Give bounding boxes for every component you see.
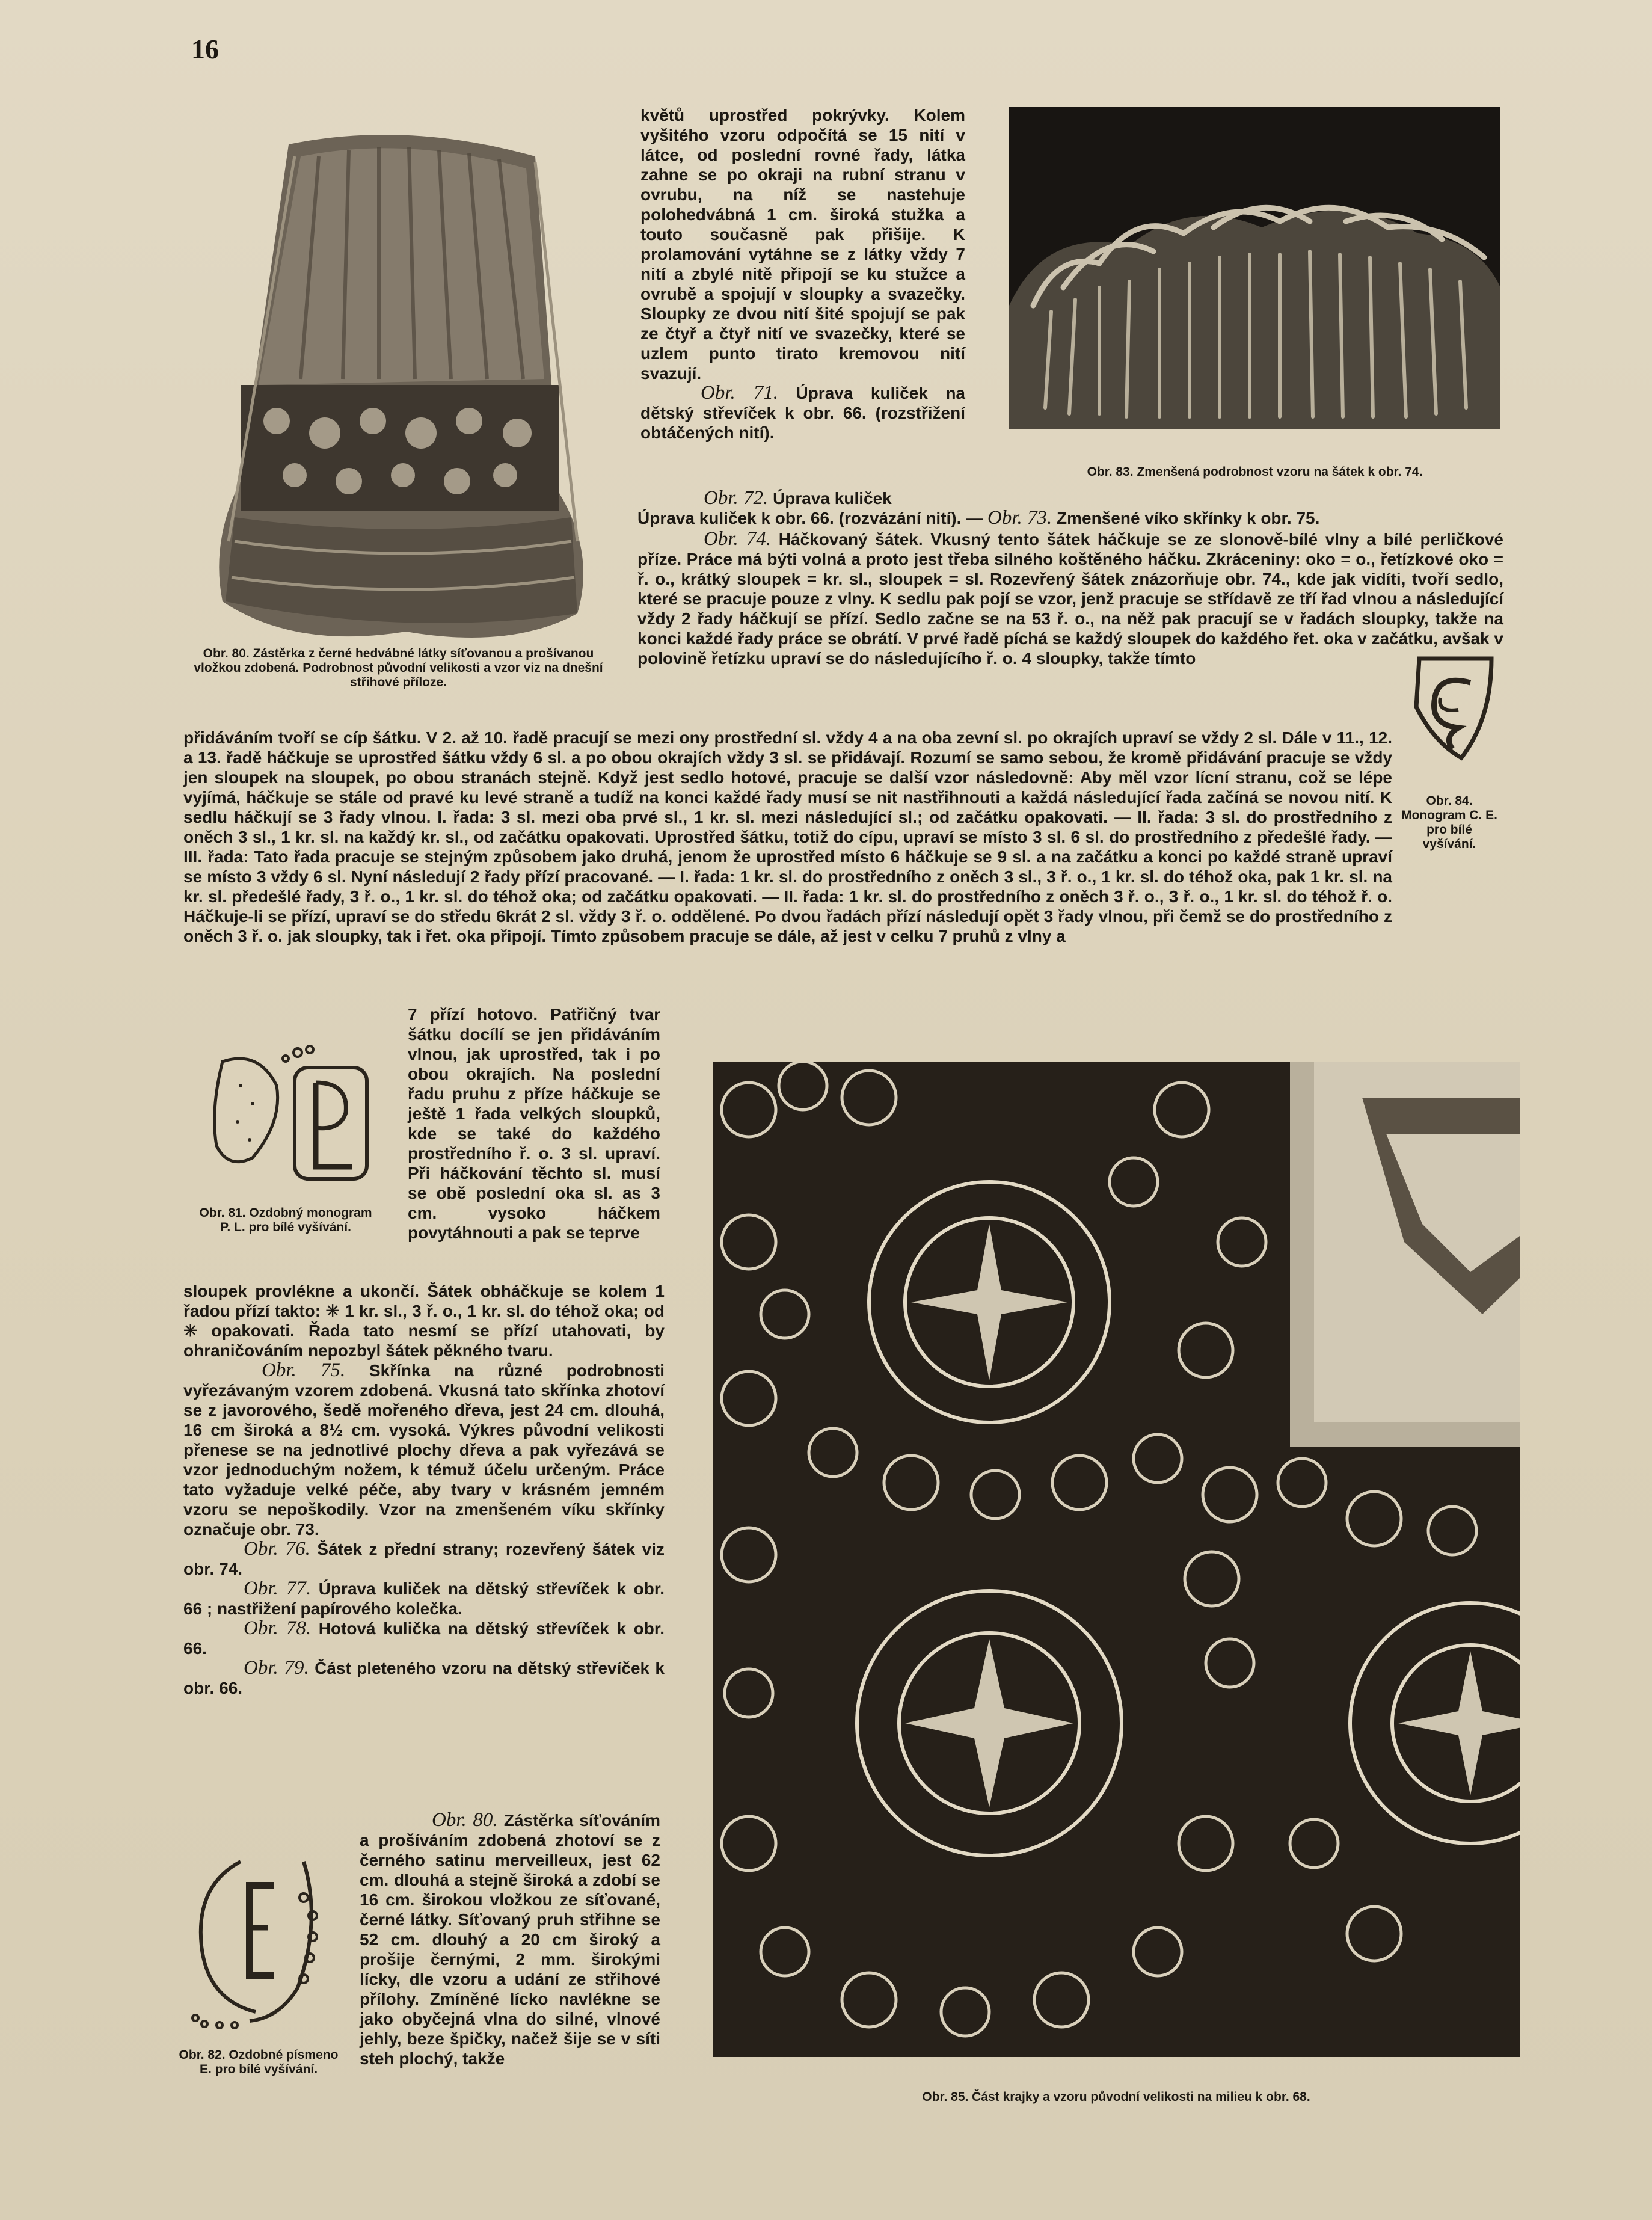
obr80-apron-image (198, 120, 613, 638)
obr79-text: Část pleteného vzoru na dětský střevíček k obr. 66. (183, 1659, 665, 1697)
obr82-caption: Obr. 82. Ozdobné písmeno E. pro bílé vyšívání. (179, 2048, 339, 2076)
col-top-paragraph: květů uprostřed pokrývky. Kolem vyšitého vzoru odpočítá se 15 nití v látce, od poslední rovné řady, látka zahne se po okraji na rubní stranu v ovrubu, na níž se nastehuje polohedvábná 1 cm. široká stužka a touto současně pak přišije. K prolamování vytáhne se z látky vždy 7 nití a zbylé nitě připojí se ku stužce a ovrubě a spojují v sloupky a svazečky. Sloupky ze dvou nití šité spojují se pak ze čtyř a čtyř nití ve svazečky, které se uzlem punto tirato kremovou nití svazují. (640, 106, 965, 383)
obr71-label: Obr. 71. (701, 382, 778, 404)
col-left-paragraph: sloupek provlékne a ukončí. Šátek obháčkuje se kolem 1 řadou přízí takto: ✳ 1 kr. sl., 3 ř. o., 1 kr. sl. do téhož oka; od ✳ opakovati. Řada tato nesmí se přízí utahovati, by ohraničováním nepozbyl šátek pěkného tvaru. (183, 1282, 665, 1360)
obr83-fringe-image (1009, 107, 1500, 429)
obr72-73-line: Obr. 72. Úprava kuliček Úprava kuliček k obr. 66. (rozvázání nití). — Obr. 73. Zmenšené víko skřínky k obr. 75. (637, 487, 1320, 529)
obr75-label: Obr. 75. (262, 1359, 346, 1381)
obr79-label: Obr. 79. (244, 1657, 309, 1679)
obr73-label: Obr. 73. (987, 507, 1052, 529)
obr76-text: Šátek z přední strany; rozevřený šátek viz obr. 74. (183, 1540, 665, 1578)
obr84-caption: Obr. 84. Monogram C. E. pro bílé vyšívání. (1401, 794, 1497, 851)
col-mid-paragraph: 7 přízí hotovo. Patřičný tvar šátku docílí se jen přidáváním vlnou, jak uprostřed, tak i po obou okrajích. Na poslední řadu pruhu z příze háčkuje se ještě 1 řada velkých sloupků, kde se také do každého prostředního ř. o. 3 sl. upraví. Při háčkování těchto sl. musí se obě poslední oka sl. as 3 cm. vysoko háčkem povytáhnouti a pak se teprve (408, 1005, 660, 1242)
obr81-caption: Obr. 81. Ozdobný monogram P. L. pro bílé vyšívání. (199, 1206, 372, 1234)
obr76-label: Obr. 76. (244, 1538, 310, 1560)
obr72-label: Obr. 72. (704, 487, 769, 509)
col-mid-text (408, 1004, 660, 1243)
obr78-text: Hotová kulička na dětský střevíček k obr. 66. (183, 1619, 665, 1658)
col-top-text (640, 105, 965, 443)
obr75-text: Skřínka na různé podrobnosti vyřezávaným vzorem zdobená. Vkusná tato skřínka zhotoví se z javorového, šedě mořeného dřeva, jest 24 cm. dlouhá, 16 cm široká a 8½ cm. vysoká. Výkres původní velikosti přenese se na jednotlivé plochy dřeva a pak vyřezává se vzor jednoduchým nožem, k témuž účelu určeným. Práce tato vyžaduje velké péče, aby tvary v krásném jemném vzoru se nepoškodily. Vzor na zmenšeném víku skřínky označuje obr. 73. (183, 1361, 665, 1539)
obr74-text: Háčkovaný šátek. Vkusný tento šátek háčkuje se ze slonově-bílé vlny a bílé perličkové příze. Práce má býti volná a proto jest třeba silného koštěného háčku. Zkráceniny: oko = o., řetízkové oko = ř. o., krátký sloupek = kr. sl., sloupek = sl. Rozevřený šátek znázorňuje obr. 74., kde jak vidíti, tvoří sedlo, které se pracuje pouze z vlny. K sedlu pak pojí se vzor, jenž pracuje se střídavě ze tří řad vlnou a následující vždy 2 řady háčkují se přízí. Sedlo začne se na 53 ř. o., na něž pak pracují se v řadách sloupky, takže na konci každé řady práce se obrátí. V prvé řadě píchá se každý sloupek do každého řet. oka v začátku, avšak v polovině řetízku upraví se do následujícího ř. o. 4 sloupky, takže tímto (637, 530, 1503, 668)
wide-paragraph (183, 728, 1392, 946)
col-left-text (183, 1281, 665, 1698)
obr80-label: Obr. 80. (432, 1809, 498, 1831)
obr80-paragraph (360, 1810, 660, 2068)
obr74-label: Obr. 74. (704, 528, 772, 550)
obr83-caption: Obr. 83. Zmenšená podrobnost vzoru na šátek k obr. 74. (1087, 465, 1423, 479)
wide-text: přidáváním tvoří se cíp šátku. V 2. až 10. řadě pracují se mezi ony prostřední sl. vždy 4 a na oba zevní sl. po okrajích upraví se vždy 2 sl. Dále v 11., 12. a 13. řadě háčkuje se uprostřed šátku vždy 6 sl. a po obou okrajích vždy 3 sl. se přidávají. Rozumí se samo sebou, že kromě přidávání pracuje se vždy jen sloupek na sloupek, po obou stranách stejně. Když jest sedlo hotové, pracuje se další vzor následovně: Aby měl vzor lícní stranu, což se lépe vyjímá, háčkuje se stále od pravé ku levé straně a tudíž na konci každé řady musí se nit nastřihnouti a každá následující řada začíná se novou nití. K sedlu háčkují se 3 řady vlnou. I. řada: 3 sl. mezi oba prvé sl., 1 kr. sl. mezi následující sl.; od začátku opakovati. — II. řada: 3 sl. do prostředního z oněch 3 sl., 1 kr. sl. na každý kr. sl., od začátku opakovati. Uprostřed šátku, totiž do cípu, upraví se místo 3 sl. 6 sl. do prostředního z předešlé řady. — III. řada: Tato řada pracuje se stejným způsobem jako druhá, jenom že uprostřed místo 6 háčkuje se 9 sl. a na začátku a konci po každé straně upraví se místo 3 vždy 6 sl. Nyní následují 2 řady přízí pracované. — I. řada: 1 kr. sl. do prostředního z oněch 3 sl., 3 ř. o., 1 kr. sl. do téhož oka, pak 1 kr. sl. na kr. sl. předešlé řady, 3 ř. o., 1 kr. sl. do téhož oka; od začátku opakovati. — II. řada: 1 kr. sl. do prostředního z oněch 3 ř. o., 3 ř. o., 1 kr. sl. do téhož ř. o. Háčkuje-li se přízí, upraví se do středu 6krát 2 sl. vždy 3 ř. o. oddělené. Po dvou řadách přízí následují opět 3 řady vlnou, při čemž se do prostředního z oněch 3 ř. o. jak sloupky, tak i řet. oka připojí. Tímto způsobem pracuje se dále, až jest v celku 7 pruhů z vlny a (183, 728, 1392, 945)
page-number: 16 (191, 34, 219, 64)
obr84-monogram-image (1401, 653, 1497, 773)
obr71-text: Úprava kuliček na dětský střevíček k obr. 66. (rozstřižení obtáčených nití). (640, 384, 965, 442)
obr72-text: Úprava kuliček k obr. 66. (rozvázání nití). — (637, 509, 983, 527)
obr81-monogram-image (204, 1044, 379, 1200)
obr85-lace-image (713, 1062, 1520, 2057)
obr80-caption: Obr. 80. Zástěrka z černé hedvábné látky síťovanou a prošívanou vložkou zdobená. Podrobnost původní velikosti a vzor viz na dnešní střihové příloze. (194, 647, 603, 689)
obr82-monogram-image (183, 1849, 352, 2036)
obr80-text: Zástěrka síťováním a prošíváním zdobená zhotoví se z černého satinu merveilleux, jest 62 cm. dlouhá a stejně široká a zdobí se 16 cm. širokou vložkou ze síťované, černé látky. Síťovaný pruh střihne se 52 cm. dlouhý a 20 cm široký a prošije černými, 2 mm. širokými lícky, dle vzoru a udání ze střihové přílohy. Zmíněné lícko navlékne se jako obyčejná vlna do silné, vlnové jehly, beze špičky, načež šije se v síti steh plochý, takže (360, 1811, 660, 2068)
obr74-paragraph (637, 529, 1503, 668)
obr85-caption: Obr. 85. Část krajky a vzoru původní velikosti na milieu k obr. 68. (922, 2090, 1310, 2104)
obr73-text: Zmenšené víko skřínky k obr. 75. (1057, 509, 1320, 527)
obr78-label: Obr. 78. (244, 1617, 312, 1639)
obr77-text: Úprava kuliček na dětský střevíček k obr. 66 ; nastřižení papírového kolečka. (183, 1579, 665, 1618)
obr77-label: Obr. 77. (244, 1578, 312, 1599)
